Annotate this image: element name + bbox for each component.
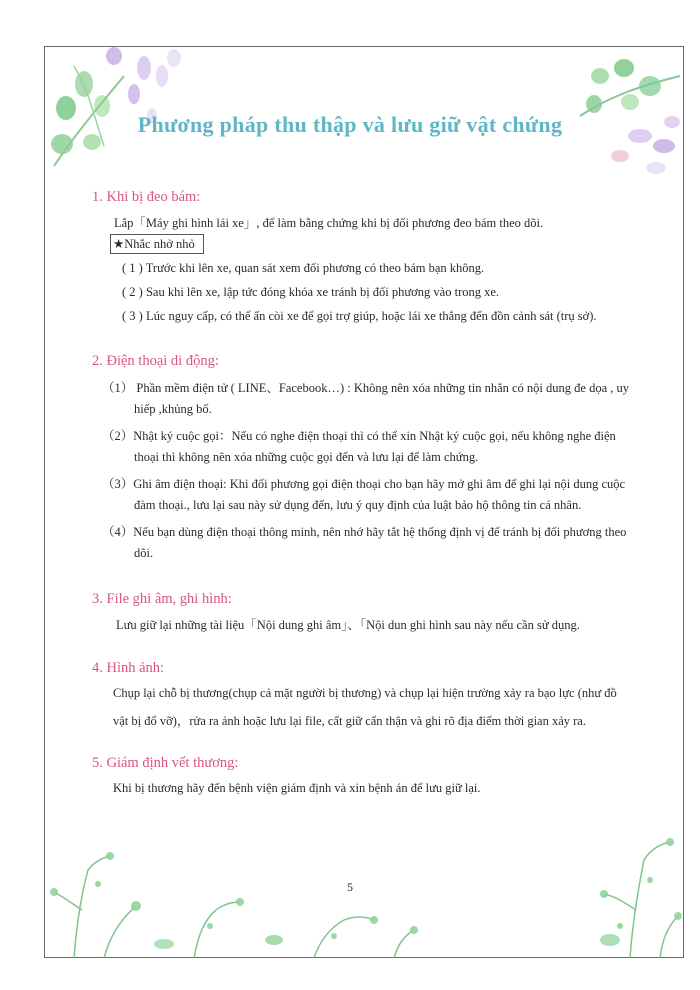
section-4-heading: 4. Hình ảnh:: [92, 660, 165, 676]
section-1-item-3: ( 3 ) Lúc nguy cấp, có thể ấn còi xe để gọi trợ giúp, hoặc lái xe thẳng đến đồn cảnh sát (trụ sở).: [122, 309, 597, 323]
section-1-heading: 1. Khi bị đeo bám:: [92, 189, 201, 205]
section-2-line: hiếp ,khủng bố.: [134, 402, 212, 416]
section-2-line: （2）Nhật ký cuộc gọi：Nếu có nghe điện thoại thì có thể xin Nhật ký cuộc gọi, nếu không nghe điện: [102, 429, 616, 443]
section-2-heading: 2. Điện thoại di động:: [92, 353, 219, 369]
page-title: Phương pháp thu thập và lưu giữ vật chứng: [137, 112, 563, 137]
section-1-intro: Lắp「Máy ghi hình lái xe」, để làm bằng chứng khi bị đối phương đeo bám theo dõi.: [114, 216, 544, 230]
floral-bottom-left-decoration: [44, 840, 424, 958]
floral-top-left-decoration: [44, 46, 234, 176]
section-2-line: thoại thì không nên xóa những cuộc gọi đến và lưu lại để làm chứng.: [134, 450, 479, 464]
page-number: 5: [347, 880, 353, 894]
section-5-line: Khi bị thương hãy đến bệnh viện giám định và xin bệnh án để lưu giữ lại.: [113, 781, 481, 795]
section-1-item-1: ( 1 ) Trước khi lên xe, quan sát xem đối phương có theo bám bạn không.: [122, 261, 485, 275]
section-3-heading: 3. File ghi âm, ghi hình:: [92, 591, 232, 607]
reminder-box: ★Nhắc nhở nhỏ: [110, 234, 204, 254]
section-2-line: dõi.: [134, 546, 154, 560]
section-4-line: Chụp lại chỗ bị thương(chụp cả mặt người bị thương) và chụp lại hiện trường xảy ra bạo lực (như đồ: [113, 686, 617, 700]
section-1-item-2: ( 2 ) Sau khi lên xe, lập tức đóng khóa xe tránh bị đối phương vào trong xe.: [122, 285, 500, 299]
section-5-heading: 5. Giám định vết thương:: [92, 755, 239, 771]
section-2-line: （4）Nếu bạn dùng điện thoại thông minh, nên nhớ hãy tắt hệ thống định vị để tránh bị đối phương theo: [102, 525, 627, 539]
section-3-line: Lưu giữ lại những tài liệu「Nội dung ghi âm」、「Nội dun ghi hình sau này nếu cần sử dụng.: [116, 618, 580, 632]
section-4-line: vật bị đổ vỡ)，rửa ra ảnh hoặc lưu lại file, cất giữ cẩn thận và ghi rõ địa điểm thời gian xảy ra.: [113, 714, 586, 728]
section-2-line: （3）Ghi âm điện thoại: Khi đối phương gọi điện thoại cho bạn hãy mở ghi âm để ghi lại nội dung cuộc: [102, 477, 626, 491]
section-2-line: （1） Phần mềm điện tử ( LINE、Facebook…) : Không nên xóa những tin nhắn có nội dung đe dọa , uy: [102, 381, 630, 395]
section-2-line: đàm thoại., lưu lại sau này sử dụng đến, lưu ý quy định của luật bảo hộ thông tin cá nhân.: [134, 498, 582, 512]
